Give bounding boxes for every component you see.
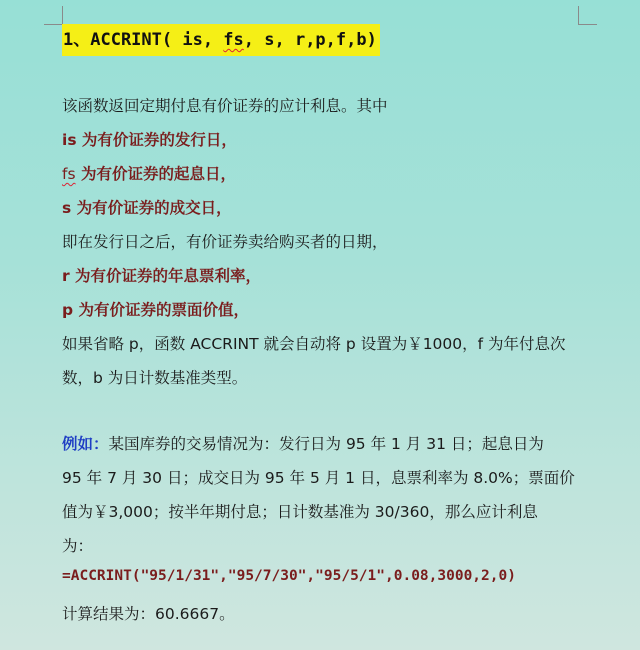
example-formula: =ACCRINT("95/1/31","95/7/30","95/5/1",0.08,3000,2,0) <box>62 568 516 584</box>
param-s-note: 即在发行日之后，有价证券卖给购买者的日期， <box>62 233 388 251</box>
param-fs <box>62 162 236 184</box>
param-fs-code: fs <box>62 165 76 183</box>
example-line4: 为： <box>62 537 94 555</box>
section-heading <box>62 24 380 56</box>
example-text-1: 某国库券的交易情况为：发行日为 95 年 1 月 31 日；起息日为 <box>108 435 544 453</box>
param-p: p 为有价证券的票面价值， <box>62 301 249 319</box>
page-corner-mark-right <box>578 6 597 25</box>
page-corner-mark-left <box>44 6 63 25</box>
param-r: r 为有价证券的年息票利率， <box>62 267 262 285</box>
example-label: 例如： <box>62 435 109 453</box>
heading-fs-misspelled: fs <box>223 30 244 50</box>
intro-text: 该函数返回定期付息有价证券的应计利息。其中 <box>62 97 388 115</box>
example-line3: 值为￥3,000；按半年期付息；日计数基准为 30/360，那么应计利息 <box>62 503 538 521</box>
param-is: is 为有价证券的发行日， <box>62 131 237 149</box>
document-body <box>62 24 592 623</box>
param-p-note-line1: 如果省略 p，函数 ACCRINT 就会自动将 p 设置为￥1000，f 为年付息次 <box>62 335 566 353</box>
example-line1 <box>62 432 544 454</box>
example-line2: 95 年 7 月 30 日；成交日为 95 年 5 月 1 日，息票利率为 8.0%；票面价 <box>62 469 575 487</box>
param-p-note-line2: 数，b 为日计数基准类型。 <box>62 369 248 387</box>
param-s: s 为有价证券的成交日， <box>62 199 232 217</box>
heading-suffix: , s, r,p,f,b) <box>243 30 377 50</box>
param-fs-text: 为有价证券的起息日， <box>75 165 236 183</box>
example-result: 计算结果为：60.6667。 <box>62 605 235 623</box>
heading-prefix: 1、ACCRINT( is, <box>63 30 224 50</box>
